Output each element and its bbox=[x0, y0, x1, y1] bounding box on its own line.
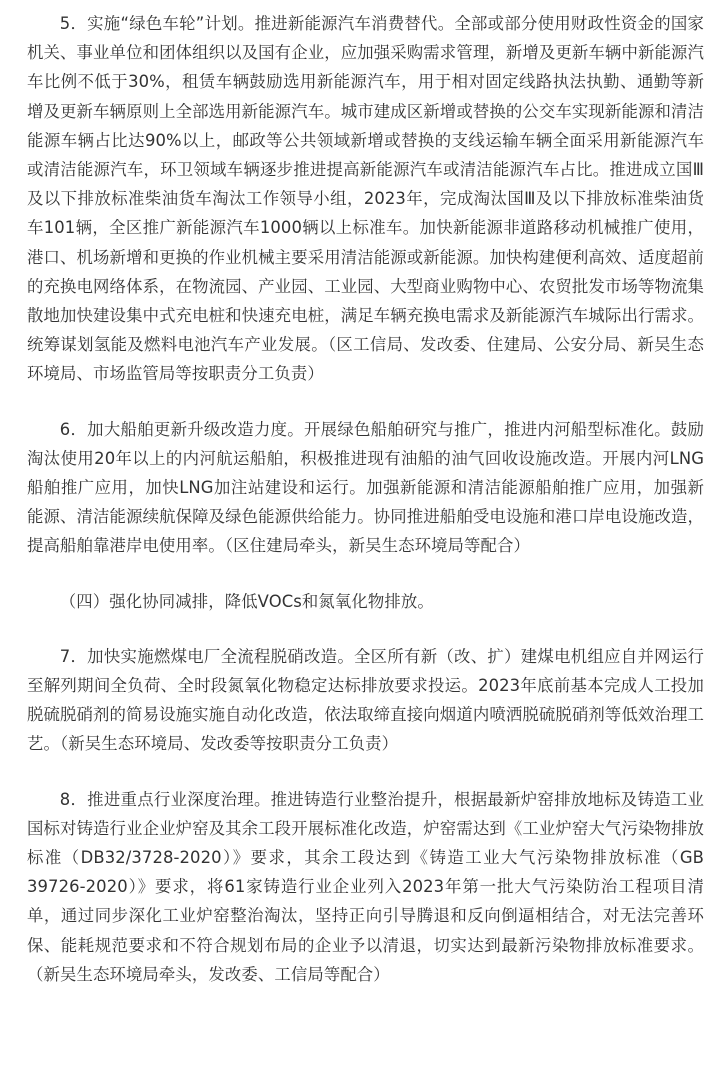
section-heading-4: （四）强化协同减排，降低VOCs和氮氧化物排放。 bbox=[59, 591, 434, 611]
paragraph-item-5-green-wheels: 5．实施“绿色车轮”计划。推进新能源汽车消费替代。全部或部分使用财政性资金的国家机关、事业单位和团体组织以及国有企业，应加强采购需求管理，新增及更新车辆中新能源汽车比例不低于30%，租赁车辆鼓励选用新能源汽车，用于相对固定线路执法执勤、通勤等新增及更新车辆原则上全部选用新能源汽车。城市建成区新增或替换的公交车实现新能源和清洁能源车辆占比达90%以上，邮政等公共领域新增或替换的支线运输车辆全面采用新能源汽车或清洁能源汽车，环卫领域车辆逐步推进提高新能源汽车或清洁能源汽车占比。推进成立国Ⅲ及以下排放标准柴油货车淘汰工作领导小组，2023年，完成淘汰国Ⅲ及以下排放标准柴油货车101辆，全区推广新能源汽车1000辆以上标准车。加快新能源非道路移动机械推广使用，港口、机场新增和更换的作业机械主要采用清洁能源或新能源。加快构建便利高效、适度超前的充换电网络体系，在物流园、产业园、工业园、大型商业购物中心、农贸批发市场等物流集散地加快建设集中式充电桩和快速充电桩，满足车辆充换电需求及新能源汽车城际出行需求。统筹谋划氢能及燃料电池汽车产业发展。（区工信局、发改委、住建局、公安分局、新吴生态环境局、市场监管局等按职责分工负责） bbox=[27, 14, 704, 384]
paragraph-item-6-ship-upgrade: 6．加大船舶更新升级改造力度。开展绿色船舶研究与推广，推进内河船型标准化。鼓励淘汰使用20年以上的内河航运船舶，积极推进现有油船的油气回收设施改造。开展内河LNG船舶推广应用，加快LNG加注站建设和运行。加强新能源和清洁能源船舶推广应用，加强新能源、清洁能源续航保障及绿色能源供给能力。协同推进船舶受电设施和港口岸电设施改造，提高船舶靠港岸电使用率。（区住建局牵头，新吴生态环境局等配合） bbox=[27, 419, 704, 556]
paragraph-item-7-denitration: 7．加快实施燃煤电厂全流程脱硝改造。全区所有新（改、扩）建煤电机组应自并网运行至解列期间全负荷、全时段氮氧化物稳定达标排放要求投运。2023年底前基本完成人工投加脱硫脱硝剂的简易设施实施自动化改造，依法取缔直接向烟道内喷洒脱硫脱硝剂等低效治理工艺。（新吴生态环境局、发改委等按职责分工负责） bbox=[27, 646, 704, 754]
paragraph-item-8-industry-treatment: 8．推进重点行业深度治理。推进铸造行业整治提升，根据最新炉窑排放地标及铸造工业国标对铸造行业企业炉窑及其余工段开展标准化改造，炉窑需达到《工业炉窑大气污染物排放标准（DB32/3728-2020）》要求，其余工段达到《铸造工业大气污染物排放标准（GB 39726-2020）》要求，将61家铸造行业企业列入2023年第一批大气污染防治工程项目清单，通过同步深化工业炉窑整治淘汰，坚持正向引导腾退和反向倒逼相结合，对无法完善环保、能耗规范要求和不符合规划布局的企业予以清退，切实达到最新污染物排放标准要求。（新吴生态环境局牵头，发改委、工信局等配合） bbox=[27, 789, 704, 984]
